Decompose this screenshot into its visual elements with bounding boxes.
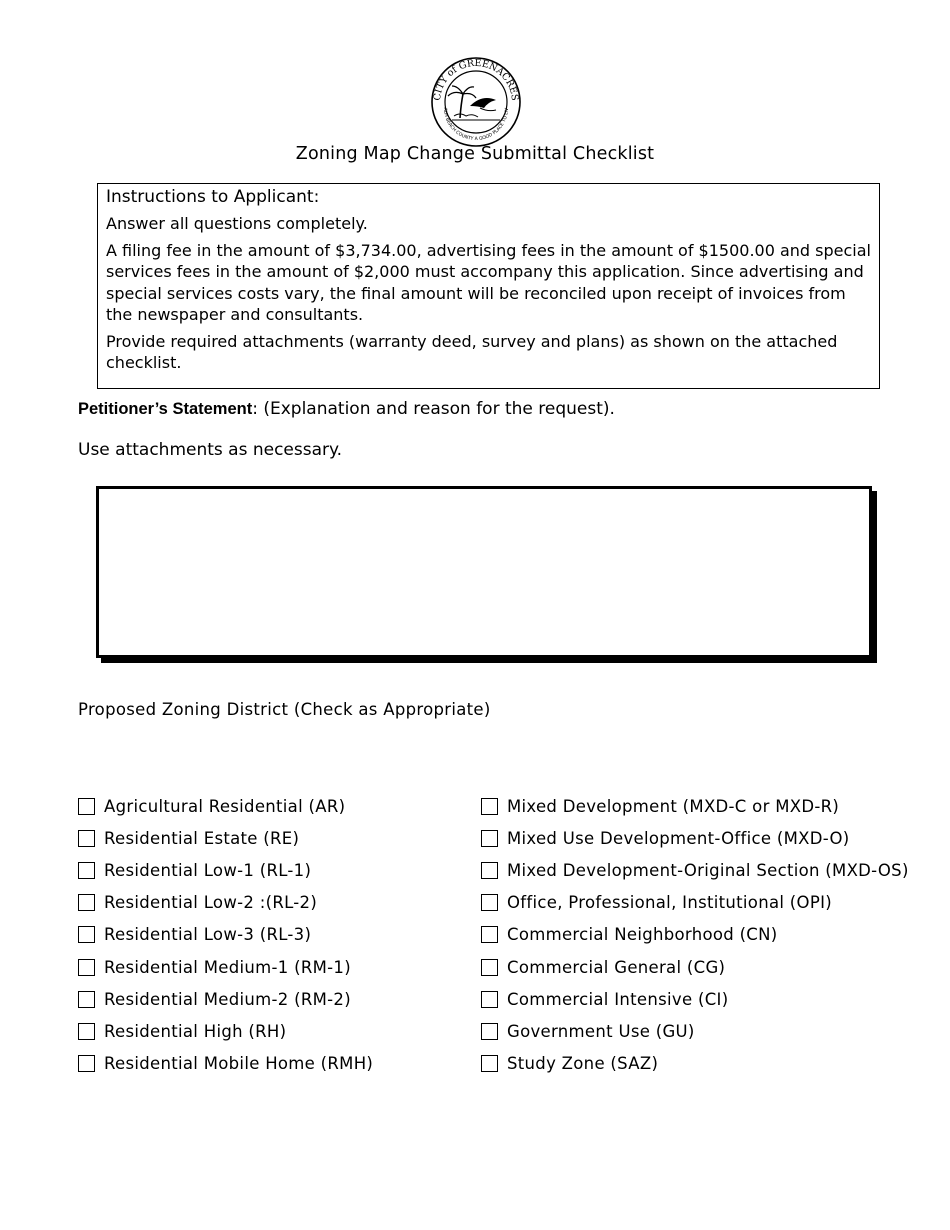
zoning-option-rh[interactable]: [78, 1015, 373, 1047]
zoning-district-title: Proposed Zoning District (Check as Appropriate): [78, 700, 491, 719]
checkbox[interactable]: [78, 830, 95, 847]
checkbox[interactable]: [481, 991, 498, 1008]
checkbox[interactable]: [78, 991, 95, 1008]
zoning-option-mxd-os[interactable]: [481, 854, 909, 886]
zoning-options-right: [481, 790, 909, 1080]
checkbox[interactable]: [78, 1055, 95, 1072]
instructions-heading: Instructions to Applicant:: [106, 187, 320, 207]
checkbox[interactable]: [481, 798, 498, 815]
petitioner-statement-label: [78, 399, 615, 419]
zoning-option-rl1[interactable]: [78, 854, 373, 886]
checkbox[interactable]: [78, 1023, 95, 1040]
zoning-option-rm1[interactable]: [78, 951, 373, 983]
checkbox[interactable]: [481, 862, 498, 879]
zoning-option-rm2[interactable]: [78, 983, 373, 1015]
zoning-option-label: Mixed Use Development-Office (MXD-O): [507, 828, 850, 848]
zoning-option-label: Office, Professional, Institutional (OPI): [507, 893, 832, 913]
city-seal-logo: [430, 56, 522, 148]
zoning-option-label: Residential Low-2 :(RL-2): [104, 893, 318, 913]
checkbox[interactable]: [481, 1055, 498, 1072]
zoning-option-rl2[interactable]: [78, 887, 373, 919]
petitioner-statement-heading: Petitioner’s Statement: [78, 400, 253, 418]
instructions-paragraph: A filing fee in the amount of $3,734.00, advertising fees in the amount of $1500.00 and special services fees in the amount of $2,000 must accompany this application. Since advertising and special services costs vary, the final amount will be reconciled upon receipt of invoices from the newspaper and consultants.: [106, 240, 871, 324]
checkbox[interactable]: [78, 894, 95, 911]
zoning-option-label: Commercial Intensive (CI): [507, 989, 729, 1009]
checkbox[interactable]: [78, 926, 95, 943]
zoning-option-label: Government Use (GU): [507, 1021, 695, 1041]
zoning-option-saz[interactable]: [481, 1048, 909, 1080]
zoning-option-label: Mixed Development-Original Section (MXD-OS): [507, 860, 909, 880]
instructions-box: [97, 183, 880, 389]
seal-ring-bottom-text: ALM BEACH COUNTY A GOOD PLACE TO LIV: [441, 107, 511, 143]
zoning-options-left: [78, 790, 373, 1080]
zoning-option-ar[interactable]: [78, 790, 373, 822]
seal-ring-top-text: CITY of GREENACRES: [431, 57, 521, 102]
zoning-option-label: Residential Estate (RE): [104, 828, 300, 848]
zoning-option-cn[interactable]: [481, 919, 909, 951]
checkbox[interactable]: [78, 959, 95, 976]
zoning-option-ci[interactable]: [481, 983, 909, 1015]
checkbox[interactable]: [78, 862, 95, 879]
checkbox[interactable]: [481, 894, 498, 911]
checkbox[interactable]: [481, 1023, 498, 1040]
zoning-option-label: Residential High (RH): [104, 1021, 287, 1041]
zoning-option-rmh[interactable]: [78, 1048, 373, 1080]
zoning-option-label: Residential Medium-2 (RM-2): [104, 989, 351, 1009]
zoning-option-label: Residential Low-1 (RL-1): [104, 860, 312, 880]
zoning-option-label: Commercial General (CG): [507, 957, 726, 977]
checkbox[interactable]: [481, 926, 498, 943]
zoning-option-label: Residential Low-3 (RL-3): [104, 925, 312, 945]
checkbox[interactable]: [481, 830, 498, 847]
checkbox[interactable]: [78, 798, 95, 815]
zoning-option-label: Commercial Neighborhood (CN): [507, 925, 778, 945]
instructions-paragraph: Provide required attachments (warranty deed, survey and plans) as shown on the attached checklist.: [106, 331, 838, 372]
petitioner-statement-field[interactable]: [96, 486, 872, 658]
checkbox[interactable]: [481, 959, 498, 976]
attachments-note: Use attachments as necessary.: [78, 440, 343, 460]
petitioner-statement-text: : (Explanation and reason for the request).: [252, 399, 615, 419]
zoning-option-rl3[interactable]: [78, 919, 373, 951]
zoning-option-label: Agricultural Residential (AR): [104, 796, 346, 816]
zoning-option-label: Residential Medium-1 (RM-1): [104, 957, 351, 977]
zoning-option-opi[interactable]: [481, 887, 909, 919]
zoning-option-label: Mixed Development (MXD-C or MXD-R): [507, 796, 840, 816]
zoning-option-label: Study Zone (SAZ): [507, 1054, 659, 1074]
zoning-option-gu[interactable]: [481, 1015, 909, 1047]
instructions-paragraph: Answer all questions completely.: [106, 214, 368, 233]
zoning-option-cg[interactable]: [481, 951, 909, 983]
zoning-option-mxd-c-r[interactable]: [481, 790, 909, 822]
svg-text:CITY of GREENACRES: [432, 58, 520, 101]
zoning-option-mxd-o[interactable]: [481, 822, 909, 854]
page-title: Zoning Map Change Submittal Checklist: [295, 144, 655, 164]
zoning-option-re[interactable]: [78, 822, 373, 854]
zoning-option-label: Residential Mobile Home (RMH): [104, 1054, 374, 1074]
